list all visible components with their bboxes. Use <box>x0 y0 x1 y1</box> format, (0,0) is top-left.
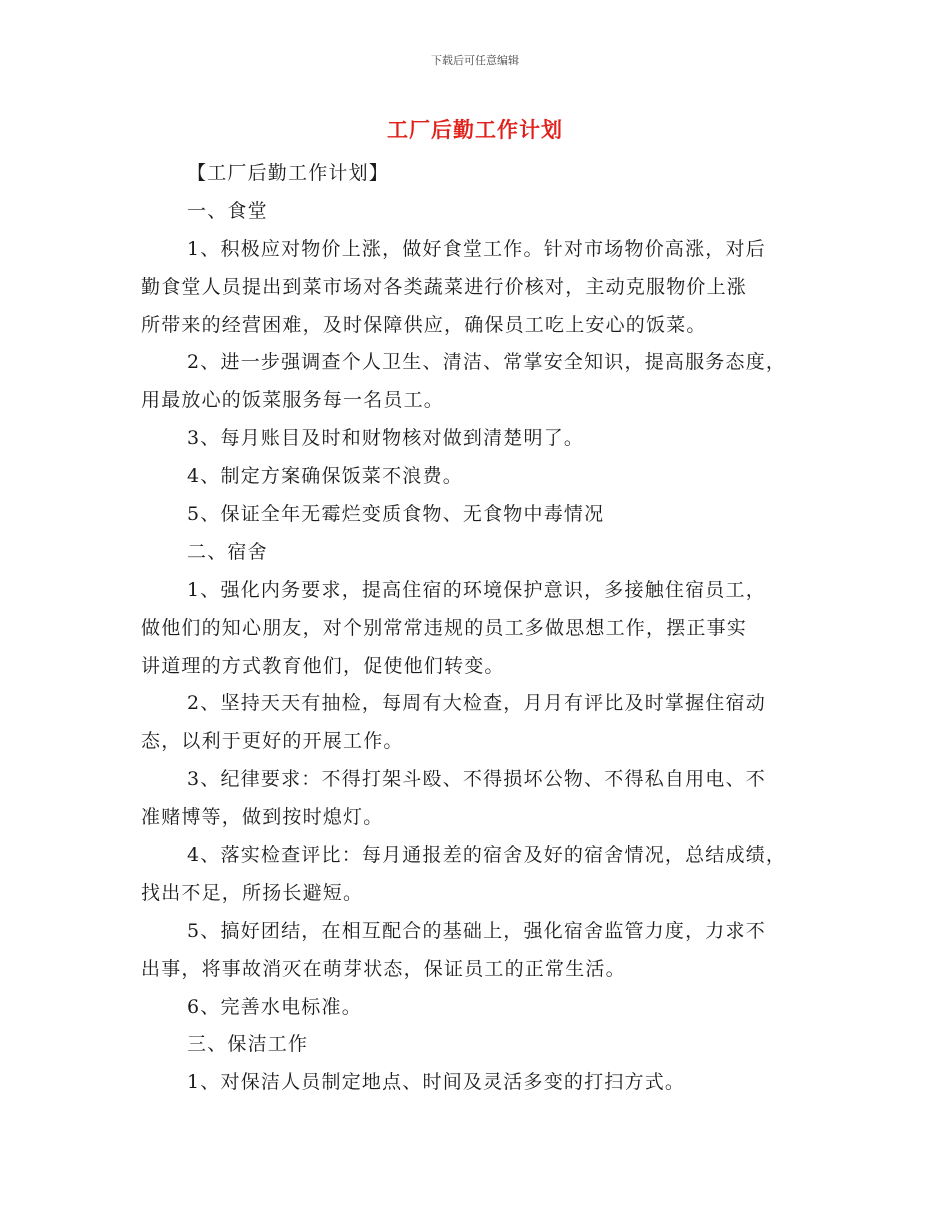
text-line: 勤食堂人员提出到菜市场对各类蔬菜进行价核对，主动克服物价上涨 <box>141 275 748 298</box>
text-line: 6、完善水电标准。 <box>187 995 362 1018</box>
text-line: 找出不足，所扬长避短。 <box>141 881 364 904</box>
text-line: 3、纪律要求：不得打架斗殴、不得损坏公物、不得私自用电、不 <box>187 768 766 791</box>
text-line: 三、保洁工作 <box>187 1033 309 1056</box>
text-line: 4、落实检查评比：每月通报差的宿舍及好的宿舍情况，总结成绩， <box>187 844 787 867</box>
text-line: 1、对保洁人员制定地点、时间及灵活多变的打扫方式。 <box>187 1071 686 1094</box>
text-line: 1、积极应对物价上涨，做好食堂工作。针对市场物价高涨，对后 <box>187 237 766 260</box>
text-line: 2、进一步强调查个人卫生、清洁、常掌安全知识，提高服务态度， <box>187 351 787 374</box>
text-line: 5、保证全年无霉烂变质食物、无食物中毒情况 <box>187 503 605 526</box>
document-body <box>141 155 821 1102</box>
text-line: 1、强化内务要求，提高住宿的环境保护意识，多接触住宿员工， <box>187 578 766 601</box>
header-note: 下载后可任意编辑 <box>431 54 519 67</box>
text-line: 做他们的知心朋友，对个别常常违规的员工多做思想工作，摆正事实 <box>141 616 748 639</box>
text-line: 讲道理的方式教育他们，促使他们转变。 <box>141 654 505 677</box>
text-line: 4、制定方案确保饭菜不浪费。 <box>187 465 463 488</box>
text-line: 准赌博等，做到按时熄灯。 <box>141 806 384 829</box>
text-line: 2、坚持天天有抽检，每周有大检查，月月有评比及时掌握住宿动 <box>187 692 766 715</box>
text-line: 【工厂后勤工作计划】 <box>187 162 390 184</box>
document-title: 工厂后勤工作计划 <box>387 118 563 142</box>
text-line: 3、每月账目及时和财物核对做到清楚明了。 <box>187 427 585 450</box>
text-line: 用最放心的饭菜服务每一名员工。 <box>141 389 445 412</box>
text-line: 5、搞好团结，在相互配合的基础上，强化宿舍监管力度，力求不 <box>187 919 766 942</box>
text-line: 态，以利于更好的开展工作。 <box>141 730 404 753</box>
text-line: 出事，将事故消灭在萌芽状态，保证员工的正常生活。 <box>141 957 626 980</box>
text-line: 一、食堂 <box>187 199 268 222</box>
text-line: 二、宿舍 <box>187 540 268 563</box>
text-line: 所带来的经营困难，及时保障供应，确保员工吃上安心的饭菜。 <box>141 313 707 336</box>
